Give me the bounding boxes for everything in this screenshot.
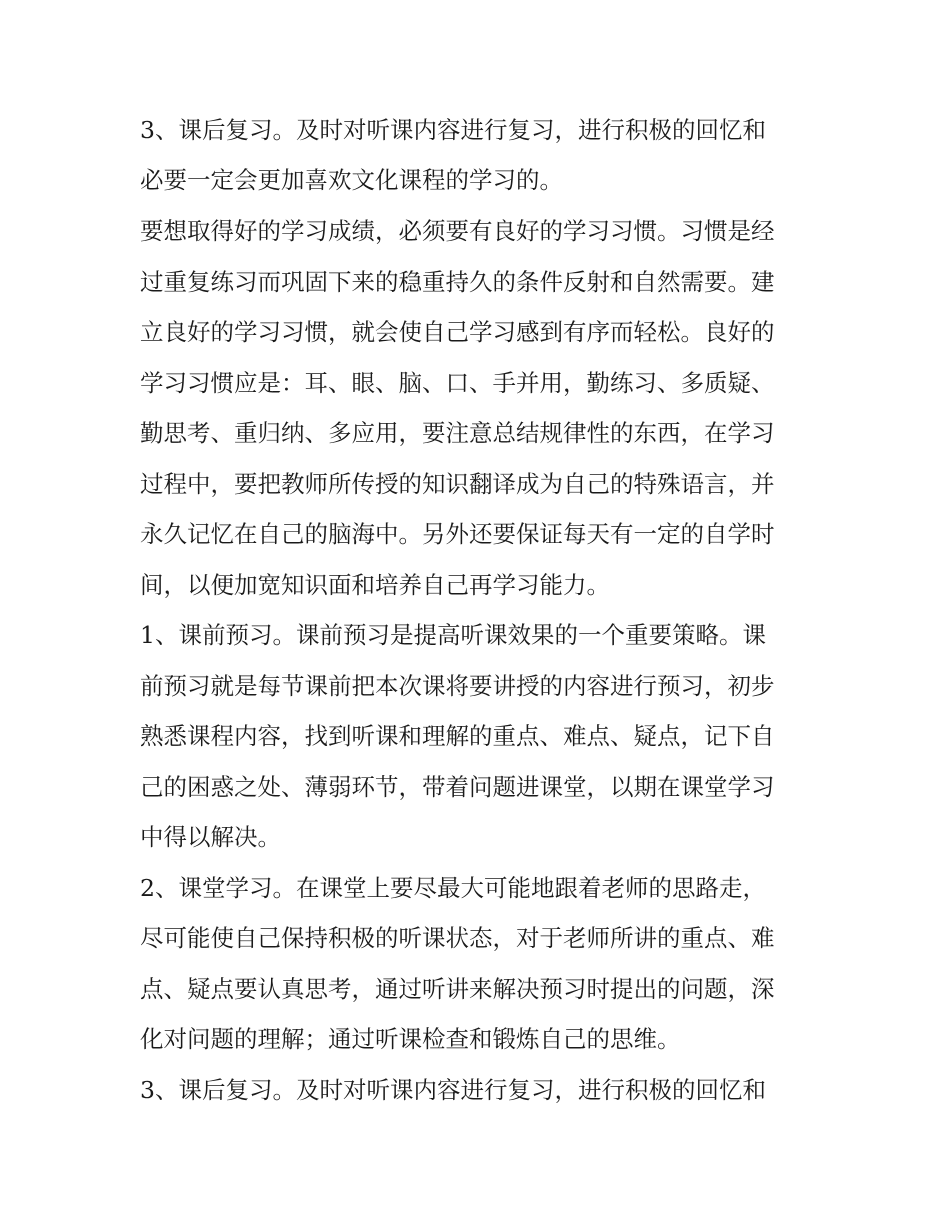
text-line: 己的困惑之处、薄弱环节，带着问题进课堂，以期在课堂学习: [140, 773, 775, 801]
text-line: 永久记忆在自己的脑海中。另外还要保证每天有一定的自学时: [140, 520, 775, 548]
text-line: 点、疑点要认真思考，通过听讲来解决预习时提出的问题，深: [140, 975, 775, 1003]
text-line: 1、课前预习。课前预习是提高听课效果的一个重要策略。课: [140, 621, 766, 649]
text-line: 3、课后复习。及时对听课内容进行复习，进行积极的回忆和: [140, 116, 766, 144]
text-line: 勤思考、重归纳、多应用，要注意总结规律性的东西，在学习: [140, 419, 775, 447]
text-line: 过重复练习而巩固下来的稳重持久的条件反射和自然需要。建: [140, 268, 775, 296]
text-line: 3、课后复习。及时对听课内容进行复习，进行积极的回忆和: [140, 1076, 766, 1104]
text-line: 2、课堂学习。在课堂上要尽最大可能地跟着老师的思路走，: [140, 874, 766, 902]
text-line: 要想取得好的学习成绩，必须要有良好的学习习惯。习惯是经: [140, 217, 775, 245]
text-line: 熟悉课程内容，找到听课和理解的重点、难点、疑点，记下自: [140, 722, 775, 750]
text-line: 学习习惯应是：耳、眼、脑、口、手并用，勤练习、多质疑、: [140, 369, 775, 397]
text-line: 中得以解决。: [140, 823, 281, 851]
text-line: 立良好的学习习惯，就会使自己学习感到有序而轻松。良好的: [140, 318, 775, 346]
text-line: 必要一定会更加喜欢文化课程的学习的。: [140, 166, 563, 194]
text-line: 过程中，要把教师所传授的知识翻译成为自己的特殊语言，并: [140, 470, 775, 498]
text-line: 化对问题的理解；通过听课检查和锻炼自己的思维。: [140, 1025, 681, 1053]
text-line: 间，以便加宽知识面和培养自己再学习能力。: [140, 571, 610, 599]
text-line: 前预习就是每节课前把本次课将要讲授的内容进行预习，初步: [140, 672, 775, 700]
text-line: 尽可能使自己保持积极的听课状态，对于老师所讲的重点、难: [140, 924, 775, 952]
